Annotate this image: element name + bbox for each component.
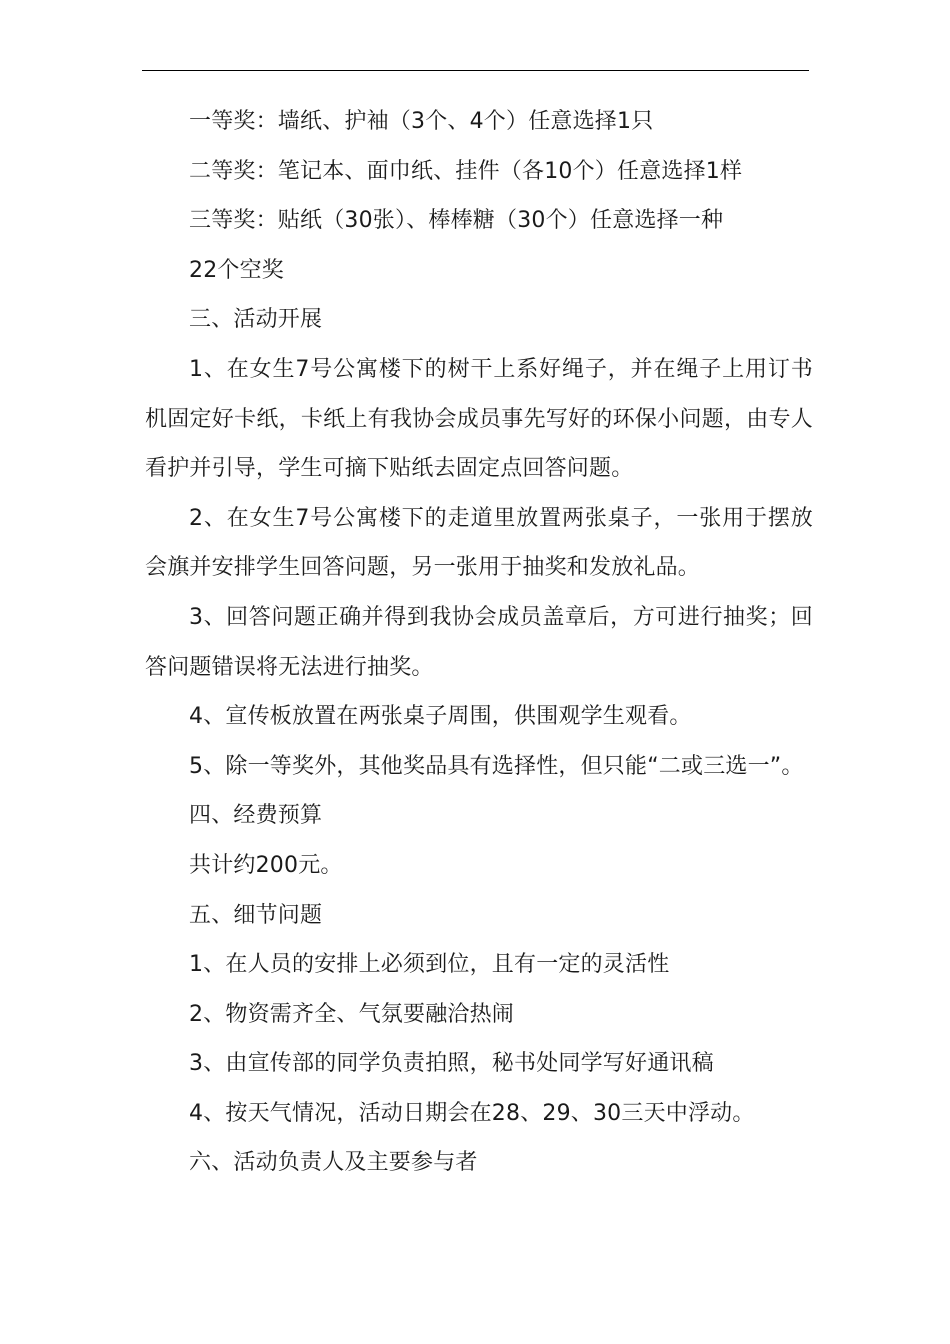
section-heading-organizers: 六、活动负责人及主要参与者 (189, 1150, 478, 1176)
detail-item-2: 2、物资需齐全、气氛要融洽热闹 (189, 1001, 514, 1027)
activity-item-5: 5、除一等奖外，其他奖品具有选择性，但只能“二或三选一”。 (189, 753, 804, 779)
header-rule (142, 70, 809, 71)
detail-item-1: 1、在人员的安排上必须到位，且有一定的灵活性 (189, 952, 670, 978)
prize-second: 二等奖：笔记本、面巾纸、挂件（各10个）任意选择1样 (189, 158, 743, 184)
prize-third: 三等奖：贴纸（30张）、棒棒糖（30个）任意选择一种 (189, 208, 724, 234)
activity-paragraph-3: 3、回答问题正确并得到我协会成员盖章后，方可进行抽奖；回答问题错误将无法进行抽奖。 (145, 604, 813, 680)
prize-empty: 22个空奖 (189, 257, 284, 283)
section-heading-details: 五、细节问题 (189, 902, 323, 928)
prize-first: 一等奖：墙纸、护袖（3个、4个）任意选择1只 (189, 109, 654, 134)
detail-item-4: 4、按天气情况，活动日期会在28、29、30三天中浮动。 (189, 1100, 755, 1126)
budget-total: 共计约200元。 (189, 852, 343, 878)
activity-paragraph-1: 1、在女生7号公寓楼下的树干上系好绳子，并在绳子上用订书机固定好卡纸，卡纸上有我协会成员事先写好的环保小问题，由专人看护并引导，学生可摘下贴纸去固定点回答问题。 (145, 356, 813, 482)
detail-item-3: 3、由宣传部的同学负责拍照，秘书处同学写好通讯稿 (189, 1051, 714, 1077)
activity-paragraph-2: 2、在女生7号公寓楼下的走道里放置两张桌子，一张用于摆放会旗并安排学生回答问题，另一张用于抽奖和发放礼品。 (145, 505, 813, 581)
section-heading-activity: 三、活动开展 (189, 307, 323, 333)
section-heading-budget: 四、经费预算 (189, 803, 323, 829)
document-body (145, 97, 813, 1188)
activity-item-4: 4、宣传板放置在两张桌子周围，供围观学生观看。 (189, 704, 692, 730)
